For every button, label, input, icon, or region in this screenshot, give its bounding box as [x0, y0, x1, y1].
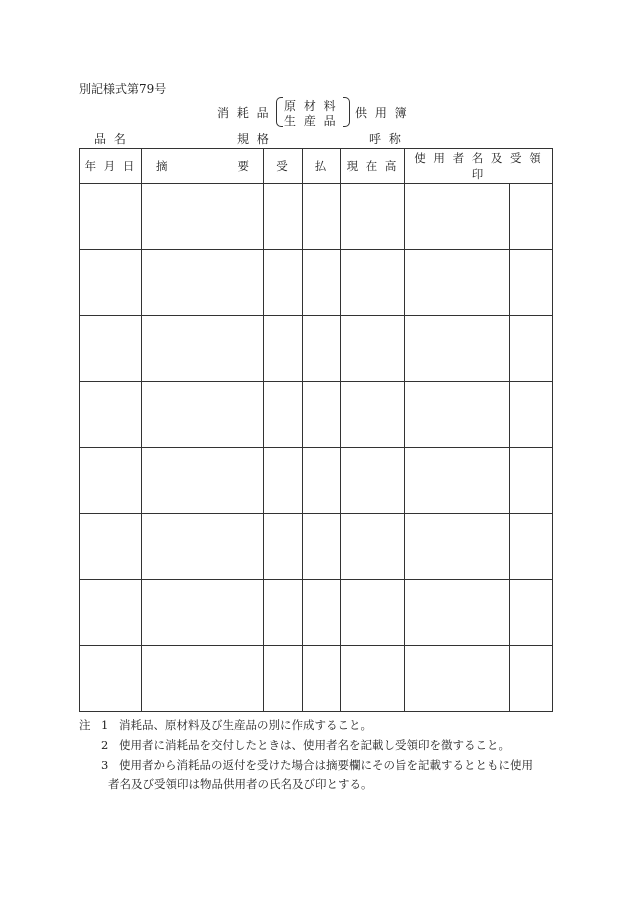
table-cell[interactable]	[142, 580, 264, 646]
table-cell[interactable]	[264, 448, 303, 514]
table-row	[80, 646, 553, 712]
col-summary-left: 摘	[156, 159, 170, 173]
table-row	[80, 448, 553, 514]
notes-label: 注	[79, 718, 91, 732]
table-cell[interactable]	[142, 646, 264, 712]
table-cell[interactable]	[341, 448, 405, 514]
title-option-products: 生 産 品	[284, 114, 338, 128]
table-cell[interactable]	[510, 382, 553, 448]
ledger-table	[79, 148, 553, 712]
table-cell[interactable]	[510, 646, 553, 712]
table-cell[interactable]	[264, 580, 303, 646]
table-cell[interactable]	[405, 646, 510, 712]
table-cell[interactable]	[264, 382, 303, 448]
table-row	[80, 514, 553, 580]
table-cell[interactable]	[405, 580, 510, 646]
table-cell[interactable]	[303, 448, 341, 514]
table-cell[interactable]	[510, 514, 553, 580]
form-number: 別記様式第79号	[79, 82, 167, 96]
table-cell[interactable]	[405, 448, 510, 514]
table-cell[interactable]	[303, 580, 341, 646]
table-cell[interactable]	[405, 250, 510, 316]
table-cell[interactable]	[80, 514, 142, 580]
table-cell[interactable]	[405, 382, 510, 448]
table-cell[interactable]	[142, 316, 264, 382]
table-cell[interactable]	[264, 646, 303, 712]
note-text-3: 使用者から消耗品の返付を受けた場合は摘要欄にその旨を記載するとともに使用	[119, 758, 533, 772]
note-text-1: 消耗品、原材料及び生産品の別に作成すること。	[119, 718, 372, 732]
table-cell[interactable]	[405, 316, 510, 382]
col-date: 年 月 日	[80, 149, 142, 184]
table-cell[interactable]	[341, 250, 405, 316]
spec-label: 規 格	[237, 132, 271, 146]
table-cell[interactable]	[142, 514, 264, 580]
note-num-3: 3	[101, 758, 109, 772]
note-item-2	[101, 737, 510, 753]
note-text-2: 使用者に消耗品を交付したときは、使用者名を記載し受領印を徴すること。	[119, 738, 510, 752]
table-cell[interactable]	[510, 184, 553, 250]
table-cell[interactable]	[303, 316, 341, 382]
table-cell[interactable]	[303, 514, 341, 580]
table-cell[interactable]	[264, 184, 303, 250]
table-row	[80, 316, 553, 382]
col-issue: 払	[303, 149, 341, 184]
table-cell[interactable]	[80, 382, 142, 448]
note-item-3-continued: 者名及び受領印は物品供用者の氏名及び印とする。	[108, 777, 373, 791]
col-summary	[142, 149, 264, 184]
table-cell[interactable]	[142, 382, 264, 448]
table-cell[interactable]	[264, 514, 303, 580]
right-brace	[343, 97, 350, 127]
table-cell[interactable]	[303, 184, 341, 250]
table-cell[interactable]	[303, 382, 341, 448]
table-cell[interactable]	[264, 316, 303, 382]
note-item-1	[101, 717, 372, 733]
col-receive: 受	[264, 149, 303, 184]
table-cell[interactable]	[80, 580, 142, 646]
title-suffix: 供 用 簿	[355, 106, 409, 120]
col-balance: 現 在 高	[341, 149, 405, 184]
table-cell[interactable]	[80, 184, 142, 250]
col-user-seal: 使 用 者 名 及 受 領 印	[405, 149, 553, 184]
table-row	[80, 250, 553, 316]
item-name-label: 品 名	[94, 132, 128, 146]
table-cell[interactable]	[341, 382, 405, 448]
col-summary-right: 要	[237, 159, 251, 173]
left-brace	[276, 97, 283, 127]
table-cell[interactable]	[510, 448, 553, 514]
table-cell[interactable]	[341, 646, 405, 712]
table-cell[interactable]	[510, 250, 553, 316]
table-cell[interactable]	[80, 250, 142, 316]
table-cell[interactable]	[142, 250, 264, 316]
table-cell[interactable]	[405, 514, 510, 580]
note-num-1: 1	[101, 718, 109, 732]
table-cell[interactable]	[405, 184, 510, 250]
table-cell[interactable]	[303, 250, 341, 316]
table-row	[80, 580, 553, 646]
table-row	[80, 382, 553, 448]
table-cell[interactable]	[80, 646, 142, 712]
table-cell[interactable]	[142, 184, 264, 250]
call-name-label: 呼 称	[369, 132, 403, 146]
table-cell[interactable]	[80, 448, 142, 514]
header-row	[80, 149, 553, 184]
table-cell[interactable]	[341, 514, 405, 580]
title-option-materials: 原 材 料	[284, 99, 338, 113]
title-prefix: 消 耗 品	[217, 106, 271, 120]
table-cell[interactable]	[80, 316, 142, 382]
table-cell[interactable]	[264, 250, 303, 316]
table-cell[interactable]	[341, 580, 405, 646]
note-num-2: 2	[101, 738, 109, 752]
table-row	[80, 184, 553, 250]
table-cell[interactable]	[142, 448, 264, 514]
note-item-3	[101, 757, 533, 773]
table-cell[interactable]	[510, 316, 553, 382]
table-cell[interactable]	[303, 646, 341, 712]
table-cell[interactable]	[341, 316, 405, 382]
table-cell[interactable]	[341, 184, 405, 250]
table-cell[interactable]	[510, 580, 553, 646]
